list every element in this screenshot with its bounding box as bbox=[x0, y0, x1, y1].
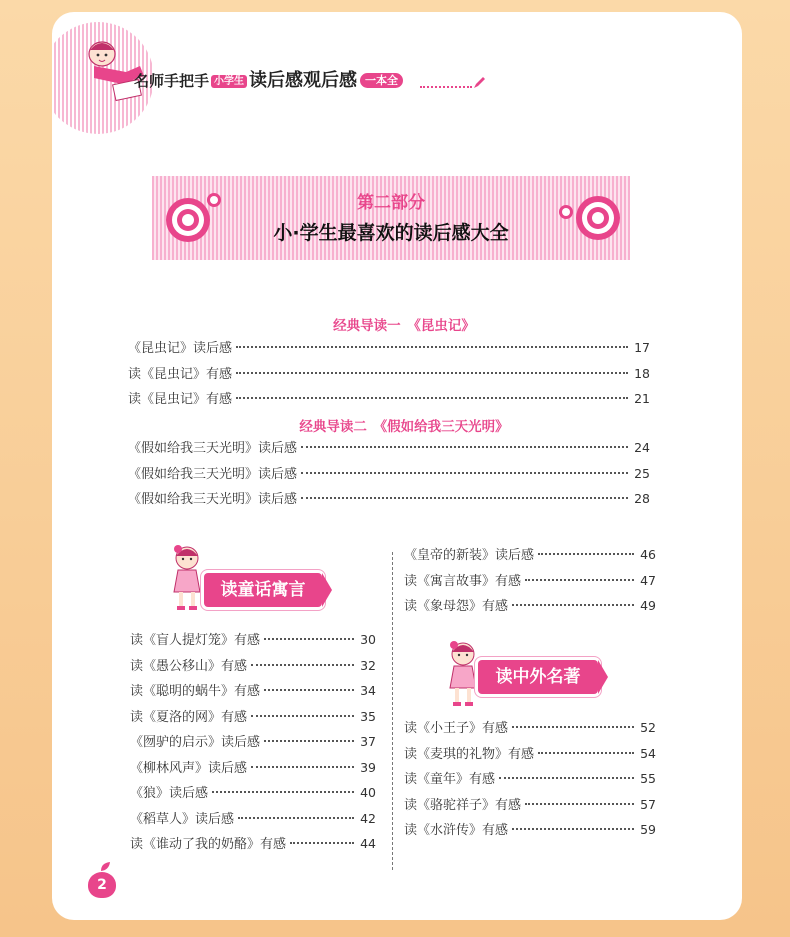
series-pill: 一本全 bbox=[360, 73, 403, 88]
section-heading: 经典导读二 《假如给我三天光明》 bbox=[299, 419, 509, 435]
toc-entry-title: 读《童年》有感 bbox=[404, 772, 496, 787]
toc-entry-title: 《假如给我三天光明》读后感 bbox=[128, 441, 298, 456]
toc-entry[interactable] bbox=[404, 819, 656, 845]
toc-entry-title: 《假如给我三天光明》读后感 bbox=[128, 492, 298, 507]
leader-dots bbox=[301, 446, 628, 448]
toc-list-continued bbox=[404, 544, 656, 621]
toc-entry[interactable] bbox=[130, 782, 376, 808]
toc-entry-title: 读《谁动了我的奶酪》有感 bbox=[130, 837, 287, 852]
toc-entry[interactable] bbox=[130, 731, 376, 757]
toc-entry-page: 39 bbox=[360, 759, 376, 775]
girl-illustration bbox=[446, 640, 480, 710]
toc-entry-page: 32 bbox=[360, 657, 376, 673]
column-divider bbox=[392, 552, 393, 870]
toc-entry[interactable] bbox=[130, 680, 376, 706]
leader-dots bbox=[499, 777, 634, 779]
toc-entry-page: 28 bbox=[634, 491, 650, 506]
leader-dots bbox=[264, 638, 354, 640]
toc-entry[interactable] bbox=[128, 488, 650, 514]
header-dotted-line bbox=[420, 86, 472, 88]
toc-entry[interactable] bbox=[130, 629, 376, 655]
leader-dots bbox=[525, 579, 634, 581]
toc-entry-page: 46 bbox=[640, 547, 656, 562]
toc-entry-page: 40 bbox=[360, 785, 376, 800]
leader-dots bbox=[236, 346, 628, 348]
toc-entry[interactable] bbox=[128, 437, 650, 463]
toc-entry-page: 24 bbox=[634, 440, 650, 455]
toc-entry-title: 《囫驴的启示》读后感 bbox=[130, 735, 261, 750]
toc-entry-title: 《假如给我三天光明》读后感 bbox=[128, 466, 298, 482]
toc-entry-title: 《皇帝的新装》读后感 bbox=[404, 548, 535, 563]
series-title-part1: 名师手把手 bbox=[134, 72, 210, 90]
toc-entry[interactable] bbox=[404, 717, 656, 743]
leader-dots bbox=[290, 842, 354, 844]
toc-entry-title: 读《象母怨》有感 bbox=[404, 599, 509, 614]
toc-entry[interactable] bbox=[128, 388, 650, 414]
toc-entry-title: 读《昆虫记》有感 bbox=[128, 366, 233, 382]
toc-entry-page: 21 bbox=[634, 391, 650, 406]
part-subtitle: 第二部分 bbox=[357, 193, 425, 213]
part-title: 小·学生最喜欢的读后感大全 bbox=[273, 222, 509, 244]
leader-dots bbox=[538, 553, 634, 555]
toc-entry-title: 读《麦琪的礼物》有感 bbox=[404, 746, 535, 762]
toc-entry-page: 37 bbox=[360, 734, 376, 749]
toc-list bbox=[128, 337, 650, 414]
toc-entry-page: 52 bbox=[640, 720, 656, 735]
toc-list-fairy-tales bbox=[130, 629, 376, 859]
leader-dots bbox=[538, 752, 634, 754]
leader-dots bbox=[301, 497, 628, 499]
leader-dots bbox=[512, 604, 634, 606]
toc-entry-page: 34 bbox=[360, 683, 376, 698]
category-ribbon-fairy-tales: 读童话寓言 bbox=[204, 573, 322, 607]
toc-entry-title: 读《小王子》有感 bbox=[404, 721, 509, 736]
toc-entry[interactable] bbox=[130, 757, 376, 783]
toc-entry-title: 《昆虫记》读后感 bbox=[128, 341, 233, 356]
toc-entry-page: 18 bbox=[634, 365, 650, 381]
page-number: 2 bbox=[88, 872, 116, 898]
toc-entry-title: 读《愚公移山》有感 bbox=[130, 658, 248, 674]
section-heading: 经典导读一 《昆虫记》 bbox=[333, 318, 475, 334]
toc-entry[interactable] bbox=[404, 768, 656, 794]
toc-entry[interactable] bbox=[404, 595, 656, 621]
toc-entry-title: 《狼》读后感 bbox=[130, 786, 209, 801]
toc-entry-title: 读《水浒传》有感 bbox=[404, 823, 509, 838]
leader-dots bbox=[251, 766, 354, 768]
toc-entry-page: 57 bbox=[640, 796, 656, 812]
toc-entry-title: 读《寓言故事》有感 bbox=[404, 573, 522, 589]
leader-dots bbox=[525, 803, 634, 805]
toc-entry-page: 25 bbox=[634, 465, 650, 481]
toc-entry-page: 54 bbox=[640, 745, 656, 761]
toc-entry[interactable] bbox=[130, 833, 376, 859]
leader-dots bbox=[212, 791, 354, 793]
girl-illustration bbox=[170, 544, 204, 614]
toc-entry-title: 读《盲人提灯笼》有感 bbox=[130, 633, 261, 648]
toc-entry-page: 42 bbox=[360, 810, 376, 826]
toc-entry[interactable] bbox=[128, 363, 650, 389]
toc-entry-page: 35 bbox=[360, 708, 376, 724]
toc-entry[interactable] bbox=[404, 794, 656, 820]
part-banner bbox=[152, 176, 630, 260]
toc-entry-title: 《柳林风声》读后感 bbox=[130, 760, 248, 776]
leader-dots bbox=[264, 689, 354, 691]
toc-entry[interactable] bbox=[130, 808, 376, 834]
toc-entry-page: 59 bbox=[640, 822, 656, 837]
series-title bbox=[134, 66, 403, 92]
toc-entry-title: 读《夏洛的网》有感 bbox=[130, 709, 248, 725]
toc-entry-page: 30 bbox=[360, 632, 376, 647]
toc-entry[interactable] bbox=[404, 743, 656, 769]
toc-list bbox=[128, 437, 650, 514]
leader-dots bbox=[264, 740, 354, 742]
toc-entry[interactable] bbox=[130, 706, 376, 732]
category-ribbon-classics: 读中外名著 bbox=[478, 660, 598, 694]
toc-entry-title: 《稻草人》读后感 bbox=[130, 811, 235, 827]
toc-entry[interactable] bbox=[128, 337, 650, 363]
toc-entry[interactable] bbox=[128, 463, 650, 489]
leader-dots bbox=[236, 397, 628, 399]
toc-list-classics bbox=[404, 717, 656, 845]
toc-entry[interactable] bbox=[404, 570, 656, 596]
toc-entry-page: 55 bbox=[640, 771, 656, 786]
leader-dots bbox=[251, 715, 354, 717]
leader-dots bbox=[238, 817, 354, 819]
book-page bbox=[52, 12, 742, 920]
pencil-icon bbox=[472, 76, 486, 90]
toc-entry-page: 44 bbox=[360, 836, 376, 851]
toc-entry-title: 读《昆虫记》有感 bbox=[128, 392, 233, 407]
series-title-part2: 读后感观后感 bbox=[249, 70, 358, 91]
toc-entry-title: 读《聪明的蜗牛》有感 bbox=[130, 684, 261, 699]
series-tag: 小学生 bbox=[211, 75, 247, 88]
leader-dots bbox=[301, 472, 628, 474]
toc-entry-page: 17 bbox=[634, 340, 650, 355]
leader-dots bbox=[251, 664, 354, 666]
leader-dots bbox=[512, 726, 634, 728]
leader-dots bbox=[236, 372, 628, 374]
toc-entry-page: 47 bbox=[640, 572, 656, 588]
toc-entry[interactable] bbox=[130, 655, 376, 681]
leader-dots bbox=[512, 828, 634, 830]
toc-entry[interactable] bbox=[404, 544, 656, 570]
toc-entry-title: 读《骆驼祥子》有感 bbox=[404, 797, 522, 813]
toc-entry-page: 49 bbox=[640, 598, 656, 613]
